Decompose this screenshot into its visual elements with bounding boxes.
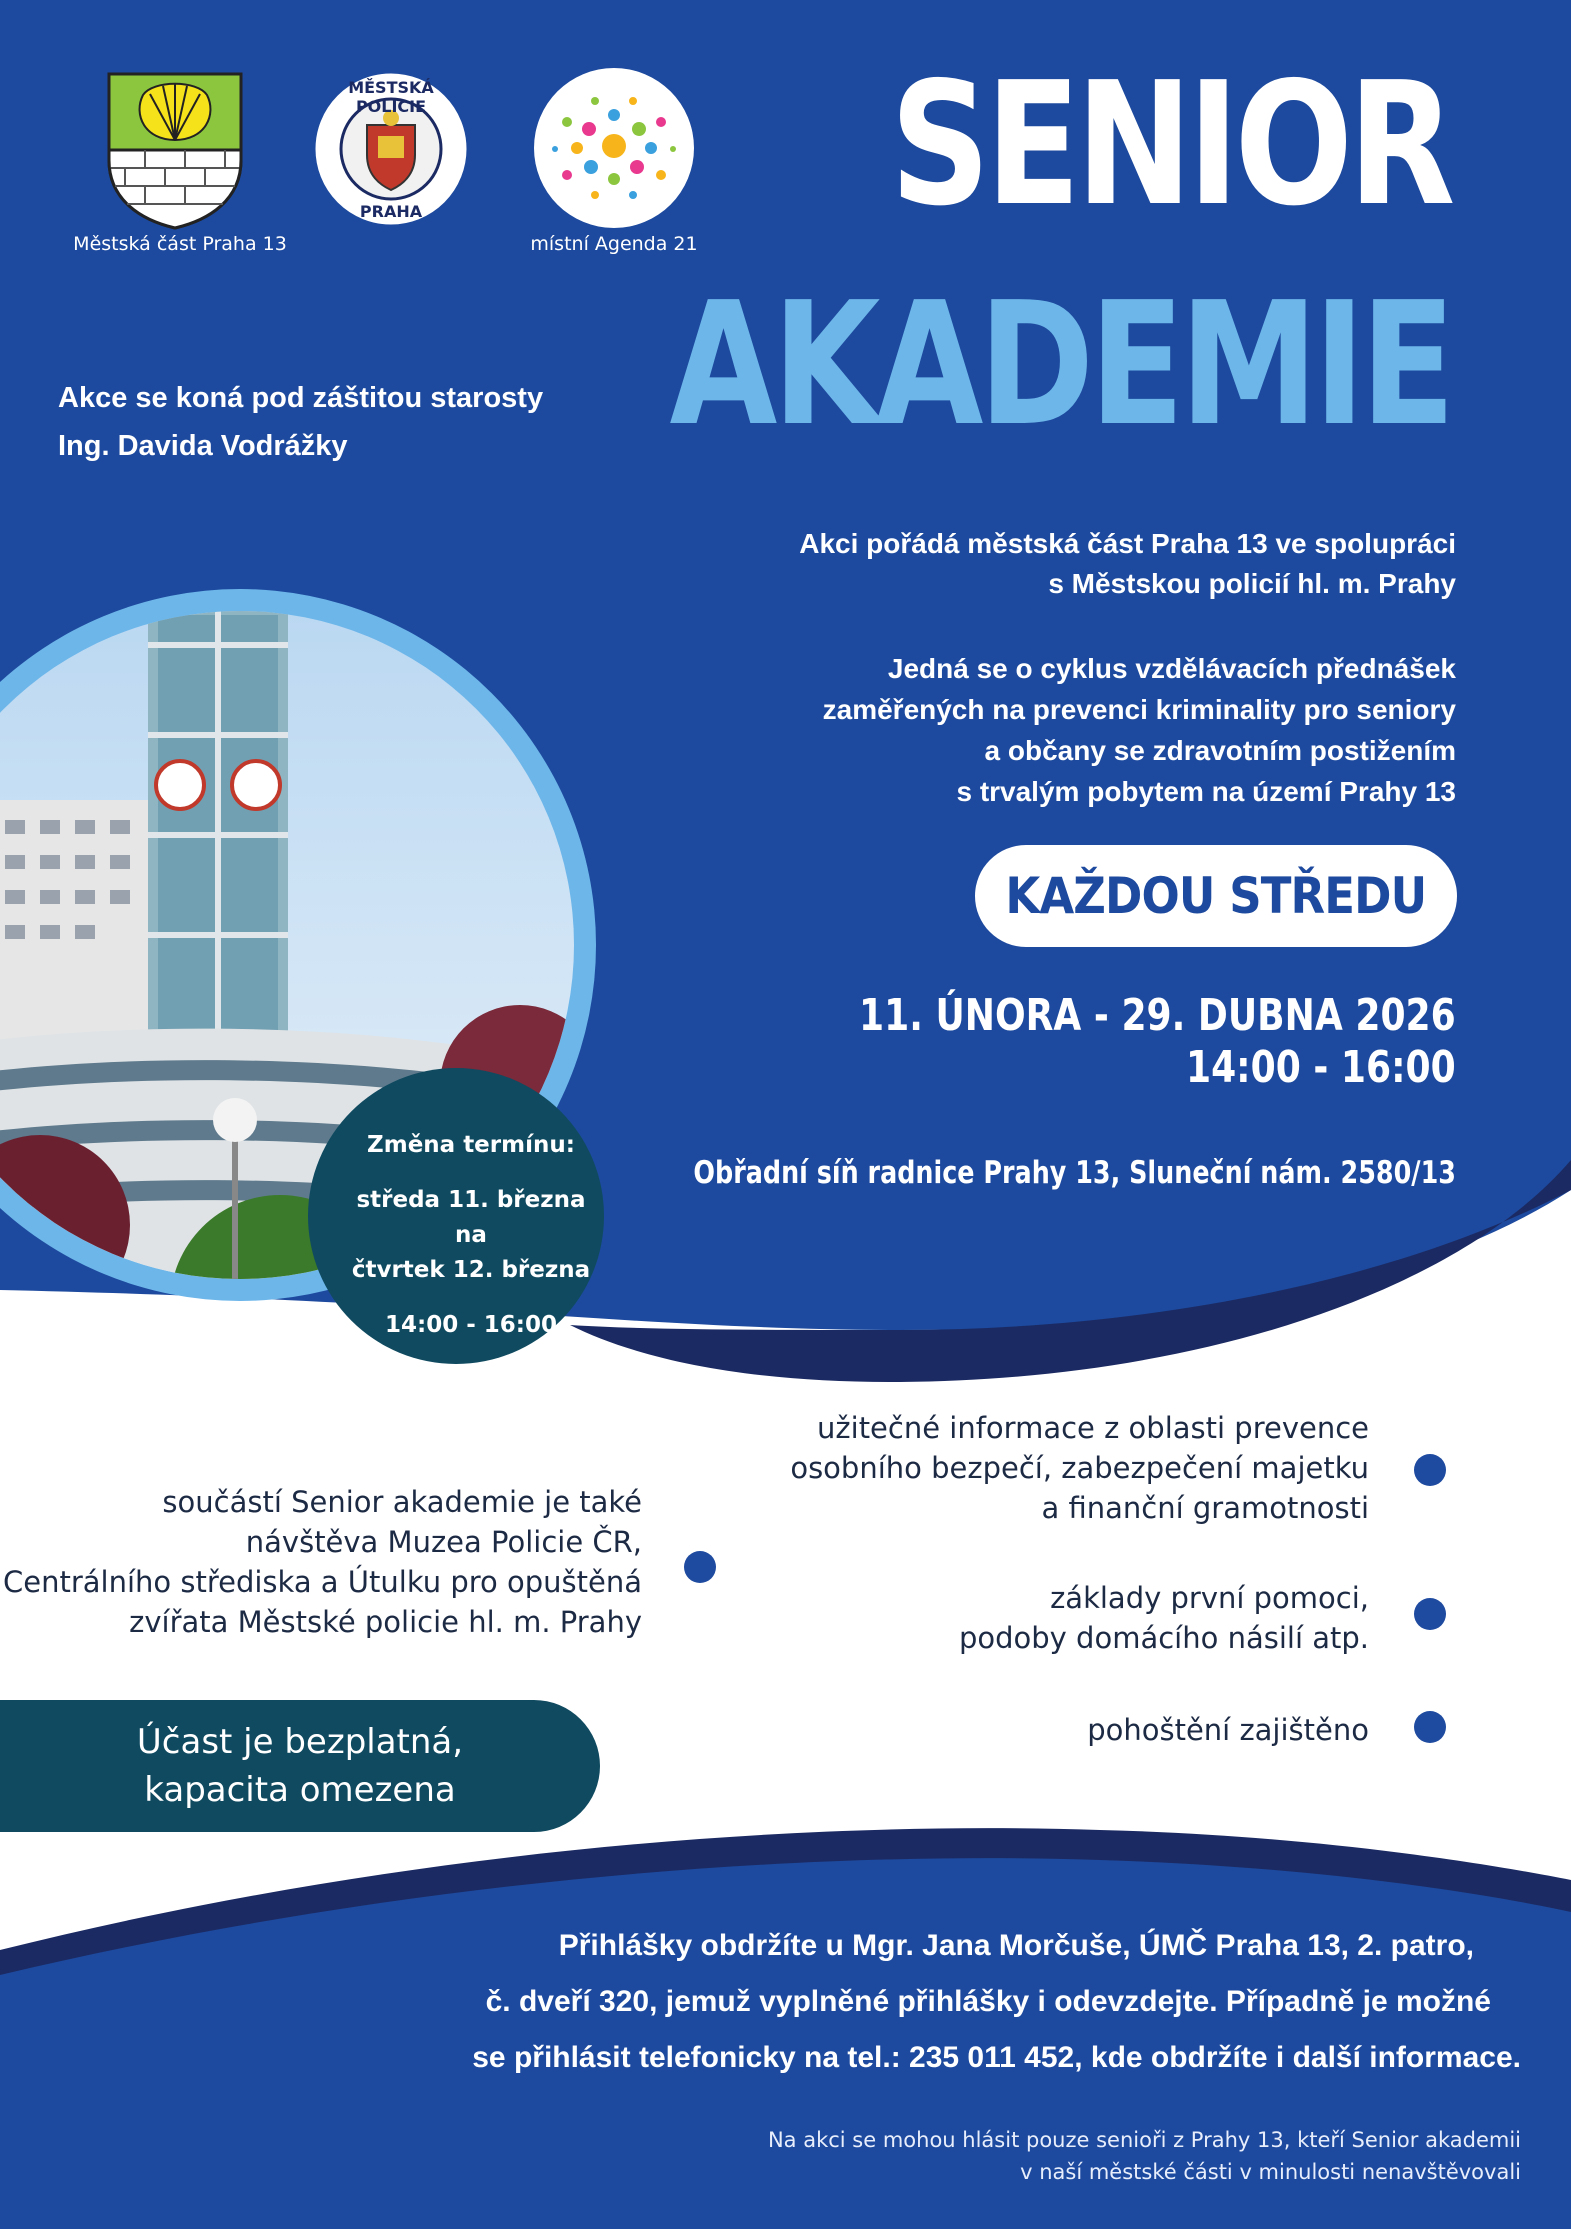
participation-line1: Účast je bezplatná, (136, 1722, 464, 1762)
police-ring-top: MĚSTSKÁ POLICIE (348, 78, 434, 116)
date-change-to: čtvrtek 12. března (351, 1257, 591, 1283)
bullet-first-aid-line2: podoby domácího násilí atp. (958, 1621, 1369, 1655)
bullet-museum-line1: součástí Senior akademie je také (162, 1485, 642, 1519)
date-change-heading: Změna termínu: (367, 1132, 575, 1158)
bullet-prevention-line3: a finanční gramotnosti (1041, 1491, 1369, 1525)
dates-text (728, 990, 1456, 1094)
patronage-text (58, 374, 543, 470)
bullet-first-aid-line1: základy první pomoci, (1050, 1581, 1369, 1615)
participation-text (60, 1718, 540, 1814)
date-change-text (308, 1128, 634, 1343)
bullet-dot-icon (1414, 1598, 1446, 1630)
bullet-item-museum (3, 1482, 642, 1642)
bullet-prevention-line2: osobního bezpečí, zabezpečení majetku (790, 1451, 1369, 1485)
description-line3: a občany se zdravotním postižením (984, 735, 1456, 766)
venue-text: Obřadní síň radnice Prahy 13, Sluneční nám. 2580/13 (693, 1155, 1456, 1191)
bullet-item-first-aid (959, 1578, 1369, 1658)
bullet-dot-icon (1414, 1711, 1446, 1743)
date-change-time: 14:00 - 16:00 (385, 1312, 557, 1338)
praha13-logo (105, 70, 245, 230)
title-akademie: AKADEMIE (669, 266, 1451, 464)
date-change-from: středa 11. března (356, 1187, 586, 1213)
dates-line: 11. ÚNORA - 29. DUBNA 2026 (859, 990, 1456, 1041)
bullet-prevention-line1: užitečné informace z oblasti prevence (817, 1411, 1369, 1445)
date-change-na: na (455, 1222, 487, 1248)
description-line1: Jedná se o cyklus vzdělávacích přednášek (887, 653, 1456, 684)
patronage-line1: Akce se koná pod záštitou starosty (58, 382, 544, 414)
registration-text (221, 1918, 1521, 2086)
every-wednesday-badge (975, 845, 1457, 947)
footnote-line2: v naší městské části v minulosti nenavštěvovali (1020, 2160, 1521, 2184)
bullet-item-prevention (790, 1408, 1369, 1528)
bullet-item-refreshments: pohoštění zajištěno (1087, 1713, 1369, 1747)
praha13-coat-of-arms-icon (105, 70, 245, 230)
time-line: 14:00 - 16:00 (1186, 1042, 1456, 1093)
bullet-dot-icon (684, 1551, 716, 1583)
footnote-text (768, 2124, 1521, 2188)
registration-line1: Přihlášky obdržíte u Mgr. Jana Morčuše, ÚMČ Praha 13, 2. patro, (558, 1929, 1474, 1962)
agenda21-caption: místní Agenda 21 (530, 233, 698, 255)
title-senior: SENIOR (890, 46, 1451, 244)
description-line2: zaměřených na prevenci kriminality pro seniory (822, 694, 1456, 725)
agenda21-dots-icon (533, 67, 695, 229)
footnote-line1: Na akci se mohou hlásit pouze senioři z Prahy 13, kteří Senior akademii (767, 2128, 1521, 2152)
bullet-dot-icon (1414, 1454, 1446, 1486)
registration-line3: se přihlásit telefonicky na tel.: 235 011 452, kde obdržíte i další informace. (472, 2041, 1521, 2074)
bullet-museum-line4: zvířata Městské policie hl. m. Prahy (129, 1605, 642, 1639)
patronage-line2: Ing. Davida Vodrážky (58, 430, 348, 462)
organizer-line2: s Městskou policií hl. m. Prahy (1048, 568, 1456, 599)
every-wednesday-label: KAŽDOU STŘEDU (1005, 867, 1427, 925)
police-logo (312, 70, 470, 228)
organizer-line1: Akci pořádá městská část Praha 13 ve spolupráci (799, 528, 1456, 559)
police-ring-bottom: PRAHA (359, 202, 423, 221)
bullet-museum-line3: Centrálního střediska a Útulku pro opuštěná (2, 1565, 642, 1599)
participation-line2: kapacita omezena (144, 1770, 456, 1810)
description-text (823, 648, 1456, 812)
registration-line2: č. dveří 320, jemuž vyplněné přihlášky i odevzdejte. Případně je možné (485, 1985, 1491, 2018)
organizer-text (799, 524, 1456, 604)
bullet-museum-line2: návštěva Muzea Policie ČR, (245, 1525, 642, 1559)
agenda21-logo (533, 67, 695, 229)
description-line4: s trvalým pobytem na území Prahy 13 (956, 776, 1456, 807)
praha13-caption: Městská část Praha 13 (73, 233, 287, 255)
